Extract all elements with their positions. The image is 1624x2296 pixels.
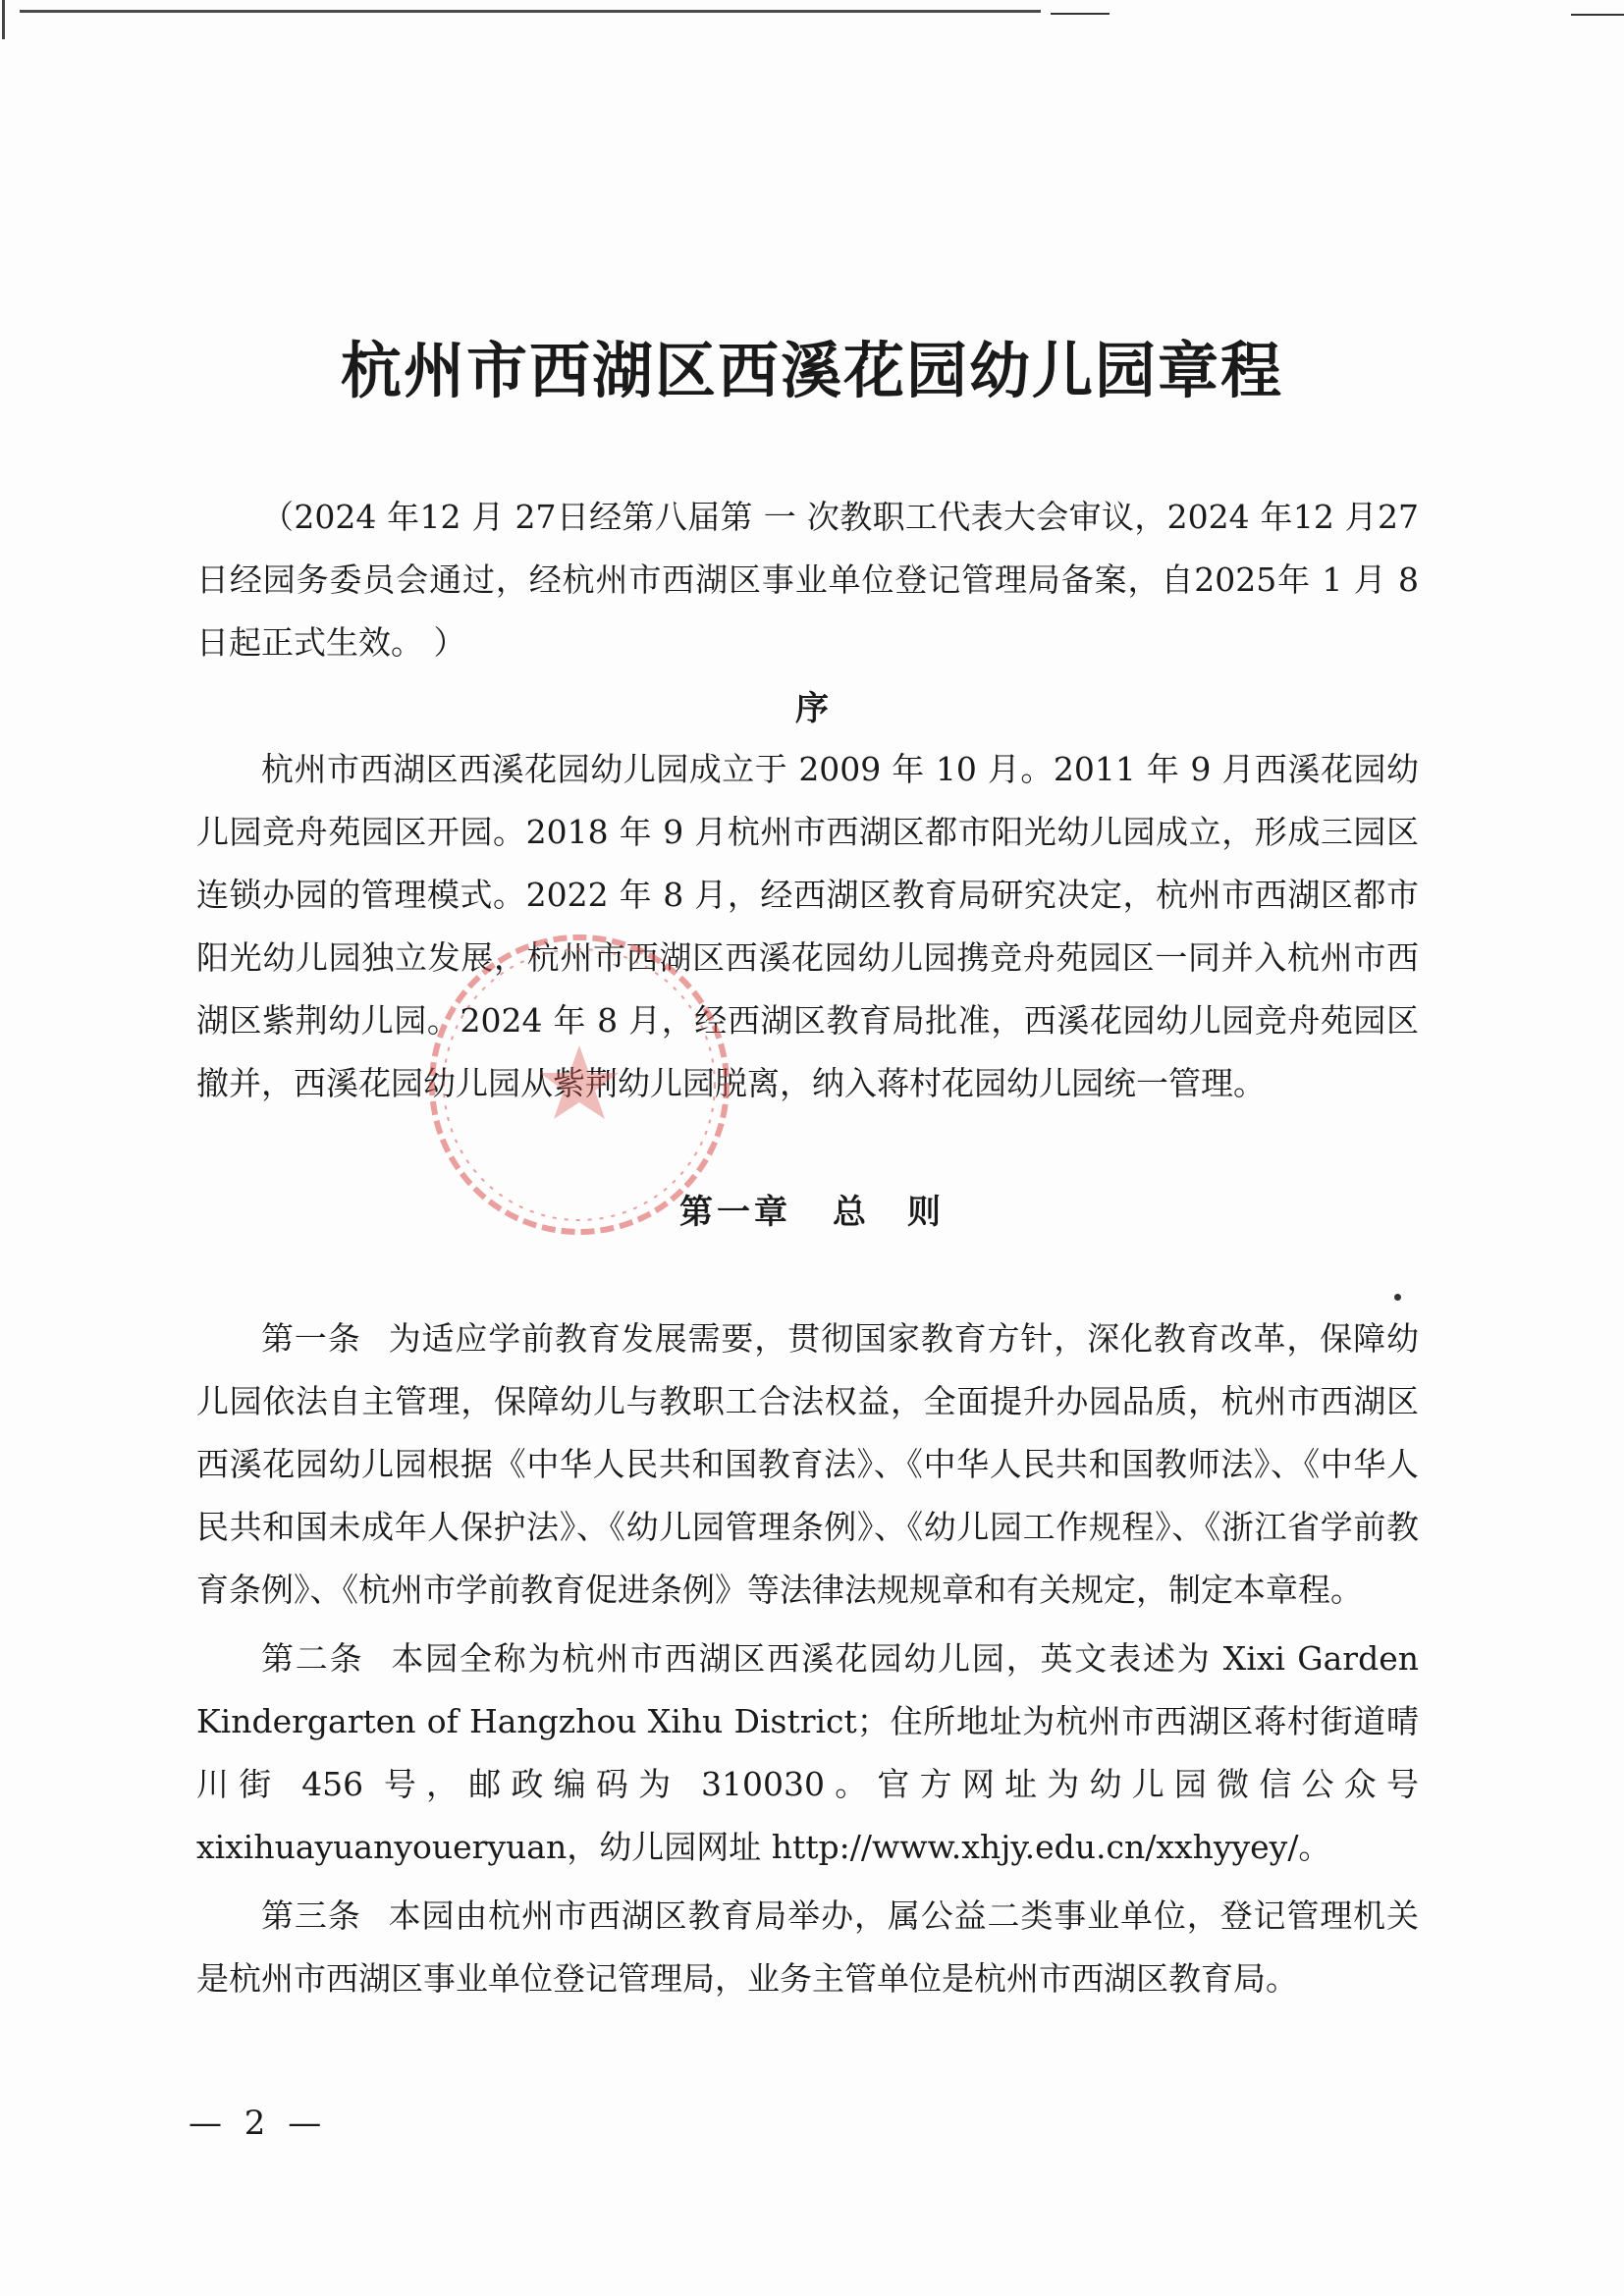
article-label: 第三条 (261, 1896, 361, 1935)
scan-artifact-line (20, 10, 1041, 13)
article-text: 为适应学前教育发展需要，贯彻国家教育方针，深化教育改革，保障幼儿园依法自主管理，保障幼儿与教职工合法权益，全面提升办园品质，杭州市西湖区西溪花园幼儿园根据《中华人民共和国教育法》、《中华人民共和国教师法》、《中华人民共和国未成年人保护法》、《幼儿园管理条例》、《幼儿园工作规程》、《浙江省学前教育条例》、《杭州市学前教育促进条例》等法律法规规章和有关规定，制定本章程。 (196, 1319, 1420, 1609)
scan-artifact-line (1571, 14, 1624, 16)
scan-artifact-dot (1394, 1294, 1401, 1301)
article (196, 1308, 1419, 1622)
article-label: 第二条 (261, 1639, 364, 1678)
preamble-text: （2024 年12 月 27日经第八届第 一 次教职工代表大会审议，2024 年12 月27日经园务委员会通过，经杭州市西湖区事业单位登记管理局备案，自2025年 1 月 8 日起正式生效。 ） (196, 498, 1419, 662)
preface-text: 杭州市西湖区西溪花园幼儿园成立于 2009 年 10 月。2011 年 9 月西溪花园幼儿园竞舟苑园区开园。2018 年 9 月杭州市西湖区都市阳光幼儿园成立，形成三园区连锁办园的管理模式。2022 年 8 月，经西湖区教育局研究决定，杭州市西湖区都市阳光幼儿园独立发展，杭州市西湖区西溪花园幼儿园携竞舟苑园区一同并入杭州市西湖区紫荆幼儿园。2024 年 8 月，经西湖区教育局批准，西溪花园幼儿园竞舟苑园区撤并，西溪花园幼儿园从紫荆幼儿园脱离，纳入蒋村花园幼儿园统一管理。 (196, 750, 1419, 1102)
chapter-heading (0, 1183, 1624, 1242)
preface-body (196, 738, 1419, 1115)
scan-artifact-line (1051, 13, 1110, 15)
preamble (196, 486, 1419, 674)
preface-heading: 序 (795, 689, 829, 728)
article-text: 本园全称为杭州市西湖区西溪花园幼儿园，英文表述为 Xixi Garden Kindergarten of Hangzhou Xihu District；住所地址为杭州市西湖区蒋村街道晴川街 456 号，邮政编码为 310030。官方网址为幼儿园微信公众号 xixihuayuanyoueryuan，幼儿园网址 http://www.xhjy.edu.cn/xxhyyey/。 (196, 1639, 1419, 1866)
chapter-number: 第一章 (679, 1193, 791, 1232)
article-text: 本园由杭州市西湖区教育局举办，属公益二类事业单位，登记管理机关是杭州市西湖区事业单位登记管理局，业务主管单位是杭州市西湖区教育局。 (196, 1896, 1420, 1998)
scan-artifact-edge (2, 0, 5, 39)
article (196, 1885, 1419, 2010)
page-number: — 2 — (189, 2104, 328, 2143)
articles (196, 1308, 1419, 2016)
chapter-title: 总 则 (833, 1193, 945, 1232)
document-title: 杭州市西湖区西溪花园幼儿园章程 (340, 335, 1283, 406)
article-label: 第一条 (261, 1319, 361, 1358)
article (196, 1628, 1419, 1879)
